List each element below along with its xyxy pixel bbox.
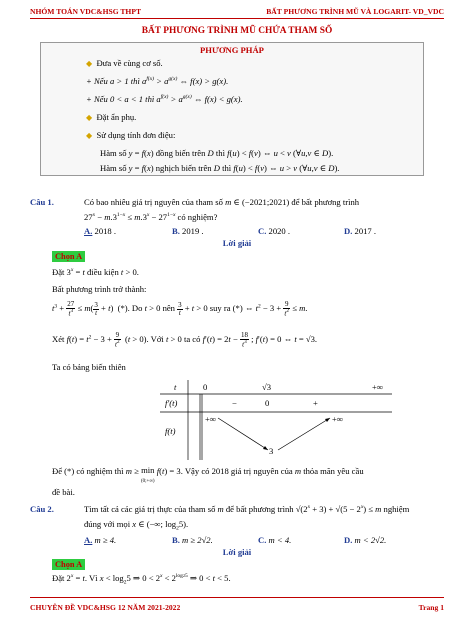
q1-line-5: Ta có bảng biến thiên (52, 362, 126, 372)
question-1-text: Có bao nhiêu giá trị nguyên của tham số m ∈ (−2021;2021) để bất phương trình (84, 197, 360, 207)
bullet-icon: ◆ (86, 113, 93, 122)
arrow-increasing (278, 418, 330, 450)
table-tinf: +∞ (372, 382, 383, 392)
variation-table (160, 380, 392, 460)
q1-line-1: Đặt $3^x = t$ điều kiện t > 0. (52, 267, 139, 277)
table-f-label: f(t) (165, 426, 176, 436)
q1-choice-d[interactable]: D. 2017 . (344, 226, 376, 236)
page-number: Trang 1 (418, 603, 444, 612)
method-step-2: ◆ Đặt ẩn phụ. (86, 112, 137, 122)
q1-choice-a[interactable]: A. 2018 . (84, 226, 116, 236)
footer-left: CHUYÊN ĐỀ VDC&HSG 12 NĂM 2021-2022 (30, 603, 181, 612)
method-step-1b: + Nếu 0 < a < 1 thì $a^{f(x)} > a^{g(x)}$ ⇔ f(x) < g(x). (86, 94, 243, 104)
table-f-inf-left: +∞ (205, 414, 216, 424)
bullet-icon: ◆ (86, 131, 93, 140)
table-fp-label: f′(t) (165, 398, 178, 408)
question-1-label: Câu 1. (30, 197, 54, 207)
q2-solution-heading: Lời giải (222, 547, 252, 557)
q1-choice-c[interactable]: C. 2020 . (258, 226, 290, 236)
q1-solution-heading: Lời giải (222, 238, 252, 248)
method-step-1a: + Nếu a > 1 thì $a^{f(x)} > a^{g(x)}$ ⇔ f(x) > g(x). (86, 76, 229, 86)
q1-line-2: Bất phương trình trở thành: (52, 284, 147, 294)
q1-line-6: Để (*) có nghiệm thì m ≥ min (0;+∞) f(t) = 3. Vậy có 2018 giá trị nguyên của m thỏa mãn yêu cầu (52, 465, 364, 484)
table-tmid: √3 (262, 382, 272, 392)
q1-line-7: đề bài. (52, 487, 75, 497)
method-heading: PHƯƠNG PHÁP (200, 45, 264, 55)
table-fp-zero: 0 (265, 398, 270, 408)
table-f-inf-right: +∞ (332, 414, 343, 424)
table-fp-minus: − (232, 398, 237, 408)
arrow-decreasing (218, 418, 268, 450)
table-f-min: 3 (269, 446, 274, 456)
q2-line-1: Đặt $2^x = t$. Vì $x < \log_25$ ⇒ $0 < 2^x < 2^{log25}$ ⇒ 0 < t < 5. (52, 573, 231, 586)
page-title: BẤT PHƯƠNG TRÌNH MŨ CHỨA THAM SỐ (141, 26, 333, 36)
table-t-label: t (174, 382, 177, 392)
table-fp-plus: + (313, 398, 318, 408)
method-step-1: ◆ Đưa về cùng cơ số. (86, 58, 163, 68)
q1-line-4: Xét $f(t) = t^2 - 3$ + $\frac{9}{t^2}$ (t > 0). Với t > 0 ta có f′(t) = 2t − $\frac{18}{t^3}$ ; f′(t) = 0 ⇔ t = √3. (52, 331, 318, 349)
q2-choice-a[interactable]: A. m ≥ 4. (84, 535, 117, 545)
question-2-text: Tìm tất cả các giá trị thực của tham số m để bất phương trình $√(2^x + 3) + √(5 - 2^x) \le m$ nghiệm (84, 504, 410, 514)
header-left: NHÓM TOÁN VDC&HSG THPT (30, 7, 142, 16)
q2-choice-b[interactable]: B. m ≥ 2√2. (172, 535, 213, 545)
header-rule (30, 18, 444, 19)
q1-choice-b[interactable]: B. 2019 . (172, 226, 204, 236)
method-step-3: ◆ Sử dụng tính đơn điệu: (86, 130, 176, 140)
q1-answer-badge: Chọn A (52, 251, 85, 262)
question-2-text-2: đúng với mọi x ∈ (−∞; $\log_25$). (84, 519, 189, 532)
table-t0: 0 (203, 382, 208, 392)
bullet-icon: ◆ (86, 59, 93, 68)
footer-rule (30, 597, 444, 598)
question-1-inequality: $27^x - m.3^{1-x} \le m.3^x - 27^{1-x}$ có nghiệm? (84, 212, 218, 222)
method-step-3b: Hàm số y = f(x) nghịch biến trên D thì f(u) < f(v) ⇔ u > v (∀u,v ∈ D). (100, 163, 340, 173)
arrow-head-icon (325, 418, 330, 422)
header-right: BẤT PHƯƠNG TRÌNH MŨ VÀ LOGARIT- VD_VDC (266, 7, 444, 16)
method-step-3a: Hàm số y = f(x) đồng biến trên D thì f(u) < f(v) ⇔ u < v (∀u,v ∈ D). (100, 148, 334, 158)
q2-choice-d[interactable]: D. m < 2√2. (344, 535, 387, 545)
q1-line-3: $t^3$ + $\frac{27}{t^3}$ ≤ m( $\frac{3}{t}$ + t) (*). Do t > 0 nên $\frac{3}{t}$ + t > 0 suy ra (*) ⇔ $t^2 - 3$ + $\frac{9}{t^2}$ ≤ m. (52, 300, 308, 318)
q2-choice-c[interactable]: C. m < 4. (258, 535, 292, 545)
arrow-head-icon (263, 446, 268, 450)
q2-answer-badge: Chọn A (52, 559, 85, 570)
question-2-label: Câu 2. (30, 504, 54, 514)
